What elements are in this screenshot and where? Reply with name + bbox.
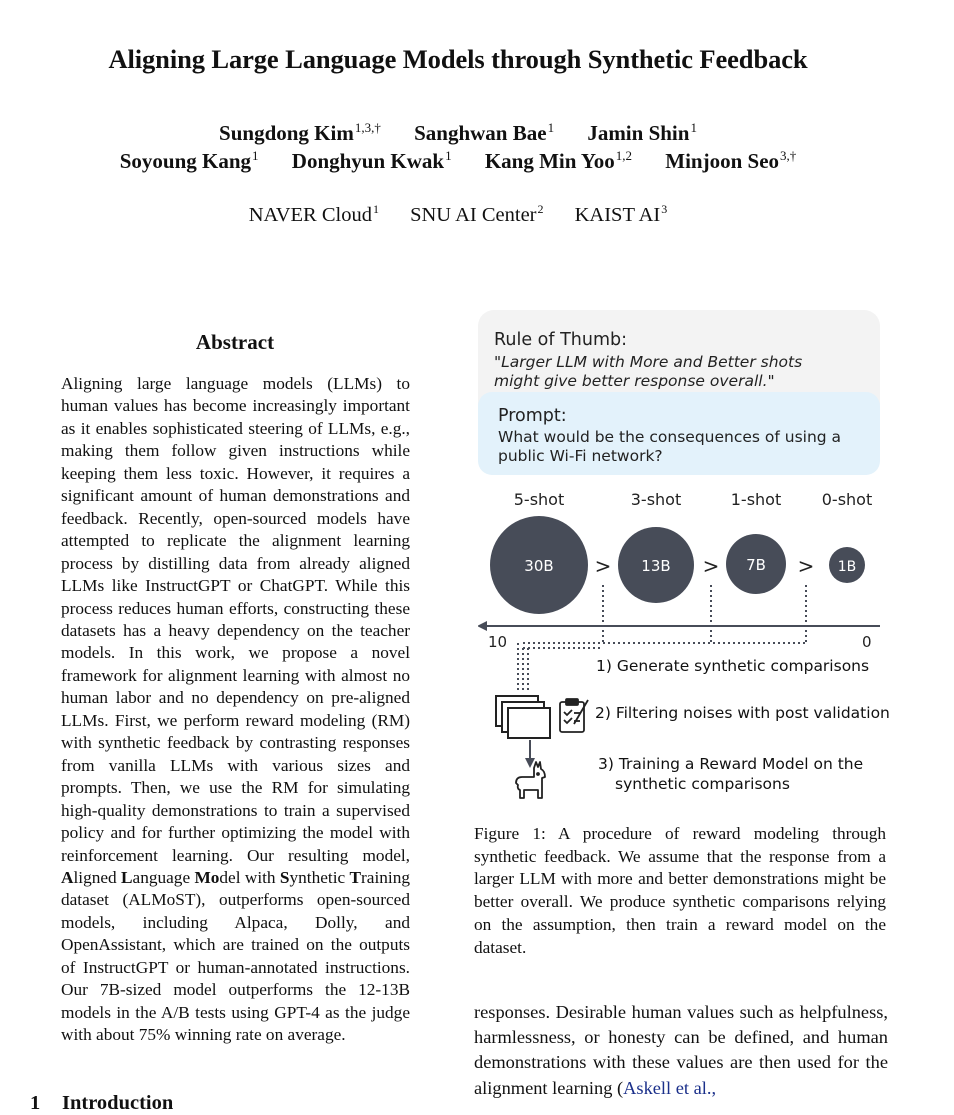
chevron-right-icon: > [594, 554, 612, 578]
model-label: 7B [746, 556, 766, 574]
acronym-rest: del with [219, 867, 280, 887]
figure-1 [478, 310, 898, 810]
axis-label-left: 10 [488, 633, 508, 651]
shot-label: 1-shot [730, 490, 782, 509]
section-number: 1 [30, 1092, 41, 1114]
prompt-line-1: What would be the consequences of using a [498, 428, 842, 446]
author [485, 148, 632, 174]
affiliation-name: NAVER Cloud [248, 204, 372, 226]
acronym-letter: L [121, 867, 133, 887]
clipboard-checklist-icon [560, 699, 588, 732]
rule-line-2: might give better response overall." [494, 372, 775, 390]
section-title: Introduction [62, 1092, 174, 1114]
acronym-letter: A [61, 867, 74, 887]
prompt-title: Prompt: [498, 406, 567, 426]
author [665, 148, 796, 174]
author [587, 120, 697, 146]
affiliation [575, 202, 668, 227]
acronym-letter: S [279, 867, 290, 887]
affiliation-mark: 1 [372, 202, 379, 216]
abstract-part-1: Aligning large language models (LLMs) to human values has become increasingly important as it enables sophisticated steering of LLMs, e.g., making them follow given instructions while keeping them less toxic. However, it requires a significant amount of human demonstrations and feedback. Recently, open-sourced models have attempted to replicate the alignment learning process by distilling data from already aligned LLMs like InstructGPT or ChatGPT. While this process reduces human efforts, constructing these datasets has a heavy dependency on the teacher models. In this work, we propose a novel framework for alignment learning with almost no human labor and no dependency on pre-aligned LLMs. First, we perform reward modeling (RM) with synthetic feedback by contrasting responses from vanilla LLMs with various sizes and prompts. Then, we use the RM for simulating high-quality demonstrations to train a supervised policy and for further optimizing the model with reinforcement learning. Our resulting model, [61, 374, 410, 865]
rule-title: Rule of Thumb: [494, 330, 628, 350]
abstract-heading: Abstract [195, 330, 275, 354]
author-name: Sungdong Kim [219, 121, 354, 145]
author-name: Jamin Shin [587, 121, 690, 145]
prompt-line-2: public Wi-Fi network? [498, 447, 663, 465]
shot-label: 5-shot [513, 490, 565, 509]
author [219, 120, 381, 146]
abstract-part-2: , outperforms open-sourced models, including Alpaca, Dolly, and OpenAssistant, which are trained on the outputs of InstructGPT or human-annotated instructions. Our 7B-sized model outperforms the 12-13B models in the A/B tests using GPT-4 as the judge with about 75% winning rate on average. [61, 890, 410, 1045]
shot-label: 3-shot [630, 490, 682, 509]
figure-1-caption: Figure 1: A procedure of reward modeling through synthetic feedback. We assume that the response from a larger LLM with more and better demonstrations might be better overall. We produce synthetic comparisons relying on the assumption, then train a reward model on the dataset. [474, 824, 886, 957]
acronym-letter: Mo [194, 867, 220, 887]
author-name: Soyoung Kang [119, 149, 252, 173]
affiliation-mark: 2 [537, 202, 544, 216]
model-label: 30B [524, 557, 554, 575]
affiliation [249, 202, 379, 227]
acronym-rest: raining dataset (ALMoST) [61, 867, 410, 910]
affiliation [410, 202, 543, 227]
chevron-right-icon: > [702, 554, 720, 578]
model-label: 1B [837, 559, 857, 575]
acronym-rest: ligned [73, 867, 122, 887]
author [120, 148, 259, 174]
author-list-row-2 [0, 148, 916, 174]
affiliation-name: KAIST AI [574, 204, 661, 226]
step-3-label-line-1: 3) Training a Reward Model on the [598, 755, 864, 773]
author-affil-mark: 1,3,† [354, 120, 381, 135]
author-affil-mark: 1 [445, 148, 452, 163]
author [414, 120, 554, 146]
abstract-text [61, 373, 410, 1047]
author-affil-mark: 1 [690, 120, 697, 135]
affiliation-mark: 3 [661, 202, 668, 216]
author-affil-mark: 1 [252, 148, 259, 163]
acronym-letter: T [349, 867, 362, 887]
author-name: Minjoon Seo [665, 149, 780, 173]
paper-title: Aligning Large Language Models through Synthetic Feedback [108, 44, 808, 74]
shot-label: 0-shot [821, 490, 873, 509]
author [292, 148, 452, 174]
section-heading-introduction [30, 1092, 173, 1115]
body-text: responses. Desirable human values such as helpfulness, harmlessness, or honesty can be defined, and human demonstrations with these values are then used for the alignment learning ( [474, 1002, 888, 1098]
affiliation-list [0, 202, 916, 227]
figure-1-diagram [478, 310, 898, 810]
author-affil-mark: 1 [547, 120, 555, 135]
step-3-label-line-2: synthetic comparisons [615, 775, 790, 793]
author-affil-mark: 1,2 [615, 148, 633, 163]
author-name: Kang Min Yoo [484, 149, 615, 173]
chevron-right-icon: > [797, 554, 815, 578]
model-label: 13B [641, 557, 671, 575]
llama-icon [516, 762, 545, 798]
body-text-right-column [474, 1000, 888, 1101]
author-name: Donghyun Kwak [291, 149, 445, 173]
author-name: Sanghwan Bae [414, 121, 547, 145]
rule-line-1: "Larger LLM with More and Better shots [494, 353, 803, 371]
step-2-label: 2) Filtering noises with post validation [595, 704, 890, 722]
citation-link[interactable]: Askell et al., [623, 1077, 717, 1098]
axis-label-right: 0 [862, 633, 872, 651]
step-1-label: 1) Generate synthetic comparisons [596, 657, 870, 675]
acronym-rest: ynthetic [289, 867, 350, 887]
author-list-row-1 [0, 120, 916, 146]
acronym-rest: anguage [132, 867, 195, 887]
author-affil-mark: 3,† [780, 148, 797, 163]
documents-icon [496, 696, 550, 738]
affiliation-name: SNU AI Center [410, 204, 537, 226]
